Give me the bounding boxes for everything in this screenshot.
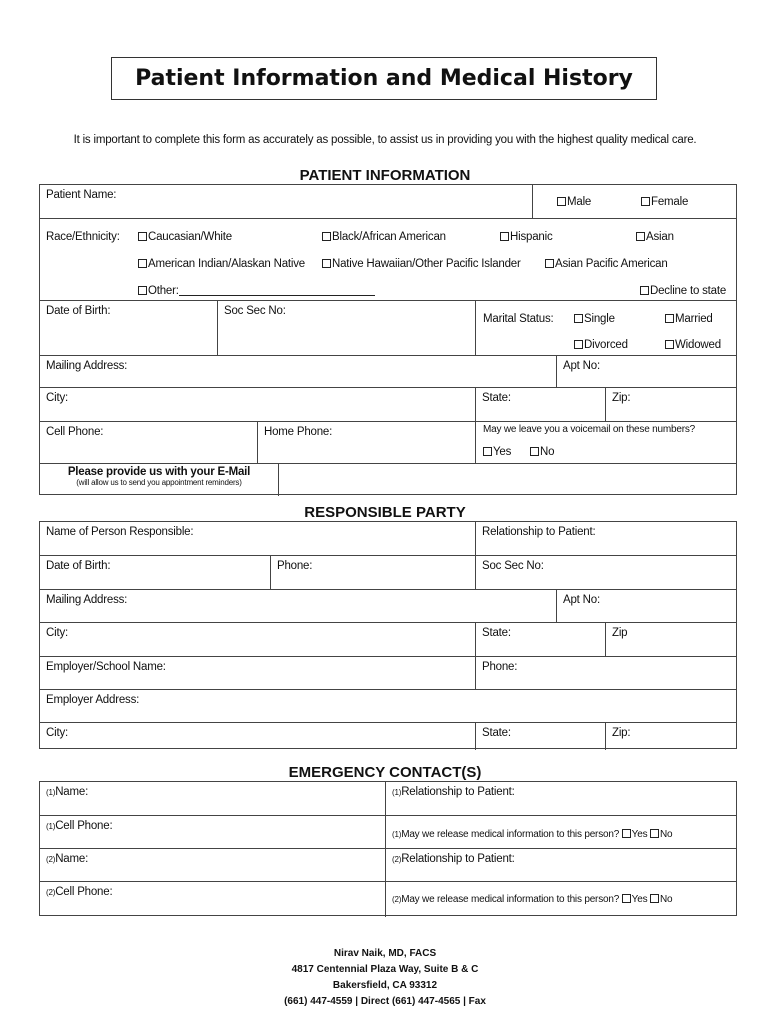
- home-phone-field[interactable]: [257, 422, 475, 463]
- responsible-party-heading: RESPONSIBLE PARTY: [304, 504, 466, 521]
- rp-city-label: City:: [46, 627, 69, 639]
- ec1-name-field[interactable]: [40, 782, 385, 815]
- race-black-option[interactable]: Black/African American: [322, 231, 446, 243]
- female-option[interactable]: Female: [641, 196, 688, 208]
- rp-name-field[interactable]: [40, 522, 475, 555]
- ec2-release-no-option[interactable]: No: [650, 894, 672, 905]
- ec1-phone-row: [40, 815, 736, 848]
- rp-zip2-label: Zip:: [612, 727, 631, 739]
- checkbox[interactable]: [622, 829, 631, 838]
- zip-field[interactable]: [605, 388, 738, 421]
- rp-relationship-label: Relationship to Patient:: [482, 526, 596, 538]
- ec1-number: (1): [392, 830, 402, 839]
- rp-state2-label: State:: [482, 727, 511, 739]
- race-other-option[interactable]: Other:: [138, 285, 375, 297]
- rp-zip2-field[interactable]: [605, 723, 738, 750]
- rp-name-row: [40, 522, 736, 555]
- race-hispanic-option[interactable]: Hispanic: [500, 231, 553, 243]
- ec2-name-field[interactable]: [40, 849, 385, 881]
- home-phone-label: Home Phone:: [264, 426, 333, 438]
- ec2-name-row: [40, 848, 736, 881]
- ec2-release-label: May we release medical information to this person?: [401, 894, 620, 905]
- rp-apt-label: Apt No:: [563, 594, 600, 606]
- email-field[interactable]: [278, 464, 738, 496]
- practice-address: 4817 Centennial Plaza Way, Suite B & C: [291, 964, 479, 975]
- dob-row: [40, 300, 736, 355]
- ec2-relationship-field[interactable]: [385, 849, 738, 881]
- rp-employer-address-field[interactable]: [40, 690, 738, 722]
- checkbox[interactable]: [665, 314, 674, 323]
- checkbox[interactable]: [574, 340, 583, 349]
- doctor-name: Nirav Naik, MD, FACS: [333, 948, 437, 959]
- marital-divorced-option[interactable]: Divorced: [574, 339, 628, 351]
- email-row: [40, 463, 736, 496]
- ec1-release-label: May we release medical information to this person?: [401, 829, 620, 840]
- ec1-release-yes-option[interactable]: Yes: [622, 829, 648, 840]
- race-other-input[interactable]: [179, 295, 375, 296]
- rp-dob-label: Date of Birth:: [46, 560, 111, 572]
- race-decline-option[interactable]: Decline to state: [640, 285, 726, 297]
- marital-widowed-option[interactable]: Widowed: [665, 339, 721, 351]
- ssn-field[interactable]: [217, 301, 475, 355]
- checkbox[interactable]: [636, 232, 645, 241]
- rp-phone-label: Phone:: [277, 560, 313, 572]
- race-native-hawaiian-option[interactable]: Native Hawaiian/Other Pacific Islander: [322, 258, 521, 270]
- apt-label: Apt No:: [563, 360, 600, 372]
- email-label-cell: [40, 464, 278, 496]
- race-row: [40, 218, 736, 300]
- race-american-indian-option[interactable]: American Indian/Alaskan Native: [138, 258, 305, 270]
- checkbox[interactable]: [650, 894, 659, 903]
- rp-mailing-label: Mailing Address:: [46, 594, 128, 606]
- marital-cell: [475, 301, 738, 355]
- rp-city-field[interactable]: [40, 623, 475, 656]
- practice-footer: [0, 946, 770, 1010]
- ec2-number: (2): [46, 888, 56, 897]
- zip-label: Zip:: [612, 392, 631, 404]
- patient-info-table: [39, 184, 737, 495]
- checkbox[interactable]: [138, 232, 147, 241]
- voicemail-no-option[interactable]: No: [530, 446, 554, 458]
- ec1-name-label: Name:: [55, 786, 89, 798]
- marital-single-option[interactable]: Single: [574, 313, 615, 325]
- intro-text: It is important to complete this form as accurately as possible, to assist us in providing you with the highest quality medical care.: [73, 134, 697, 146]
- checkbox[interactable]: [500, 232, 509, 241]
- rp-relationship-field[interactable]: [475, 522, 738, 555]
- email-label: Please provide us with your E-Mail: [67, 466, 251, 478]
- rp-employer-row: [40, 656, 736, 689]
- rp-employer-address-label: Employer Address:: [46, 694, 140, 706]
- mailing-row: [40, 355, 736, 387]
- ec2-phone-row: [40, 881, 736, 917]
- checkbox[interactable]: [665, 340, 674, 349]
- mailing-label: Mailing Address:: [46, 360, 128, 372]
- rp-mailing-row: [40, 589, 736, 622]
- checkbox[interactable]: [640, 286, 649, 295]
- responsible-party-table: [39, 521, 737, 749]
- ec2-release-cell: [385, 882, 738, 917]
- ec1-relationship-field[interactable]: [385, 782, 738, 815]
- patient-info-heading: PATIENT INFORMATION: [299, 167, 471, 184]
- ec2-number: (2): [392, 895, 402, 904]
- rp-employer-phone-field[interactable]: [475, 657, 738, 689]
- dob-field[interactable]: [40, 301, 217, 355]
- race-asian-option[interactable]: Asian: [636, 231, 674, 243]
- ec1-cell-label: Cell Phone:: [55, 820, 113, 832]
- rp-zip-label: Zip: [612, 627, 628, 639]
- ec1-release-cell: [385, 816, 738, 848]
- voicemail-cell: [475, 422, 738, 463]
- ec2-release-yes-option[interactable]: Yes: [622, 894, 648, 905]
- ec2-cell-field[interactable]: [40, 882, 385, 917]
- cell-phone-field[interactable]: [40, 422, 257, 463]
- cell-phone-label: Cell Phone:: [46, 426, 104, 438]
- rp-ssn-field[interactable]: [475, 556, 738, 589]
- ec2-relationship-label: Relationship to Patient:: [401, 853, 515, 865]
- checkbox[interactable]: [322, 259, 331, 268]
- sex-cell: [532, 185, 738, 218]
- ec1-release-no-option[interactable]: No: [650, 829, 672, 840]
- ec1-cell-field[interactable]: [40, 816, 385, 848]
- marital-married-option[interactable]: Married: [665, 313, 713, 325]
- rp-name-label: Name of Person Responsible:: [46, 526, 194, 538]
- rp-zip-field[interactable]: [605, 623, 738, 656]
- race-asian-pacific-option[interactable]: Asian Pacific American: [545, 258, 668, 270]
- rp-dob-row: [40, 555, 736, 589]
- ec2-number: (2): [46, 855, 56, 864]
- state-label: State:: [482, 392, 511, 404]
- rp-state-field[interactable]: [475, 623, 605, 656]
- patient-name-label: Patient Name:: [46, 189, 117, 201]
- rp-employer-phone-label: Phone:: [482, 661, 518, 673]
- rp-city2-field[interactable]: [40, 723, 475, 750]
- form-title: Patient Information and Medical History: [111, 57, 657, 100]
- checkbox[interactable]: [574, 314, 583, 323]
- voicemail-yes-option[interactable]: Yes: [483, 446, 511, 458]
- checkbox[interactable]: [138, 286, 147, 295]
- rp-ssn-label: Soc Sec No:: [482, 560, 544, 572]
- mailing-spacer: [516, 356, 556, 387]
- apt-field[interactable]: [556, 356, 738, 387]
- patient-name-row: [40, 185, 736, 218]
- rp-employer-label: Employer/School Name:: [46, 661, 166, 673]
- ec2-cell-label: Cell Phone:: [55, 886, 113, 898]
- rp-city2-row: [40, 722, 736, 750]
- checkbox[interactable]: [322, 232, 331, 241]
- emergency-contacts-table: [39, 781, 737, 916]
- ssn-label: Soc Sec No:: [224, 305, 286, 317]
- ec1-name-row: [40, 782, 736, 815]
- rp-city2-label: City:: [46, 727, 69, 739]
- rp-mailing-field[interactable]: [40, 590, 556, 622]
- checkbox[interactable]: [138, 259, 147, 268]
- rp-city-row: [40, 622, 736, 656]
- rp-employer-address-row: [40, 689, 736, 722]
- emergency-contacts-heading: EMERGENCY CONTACT(S): [288, 764, 482, 781]
- city-label: City:: [46, 392, 69, 404]
- ec1-number: (1): [46, 822, 56, 831]
- rp-employer-field[interactable]: [40, 657, 475, 689]
- checkbox[interactable]: [545, 259, 554, 268]
- male-checkbox[interactable]: [557, 197, 566, 206]
- male-option[interactable]: Male: [557, 196, 591, 208]
- ec2-number: (2): [392, 855, 402, 864]
- marital-label: Marital Status:: [483, 313, 554, 325]
- ec1-number: (1): [392, 788, 402, 797]
- ec1-number: (1): [46, 788, 56, 797]
- city-field[interactable]: [40, 388, 475, 421]
- checkbox[interactable]: [483, 447, 492, 456]
- rp-apt-field[interactable]: [556, 590, 738, 622]
- checkbox[interactable]: [650, 829, 659, 838]
- ec2-release-question: [392, 894, 672, 905]
- state-field[interactable]: [475, 388, 605, 421]
- ec2-name-label: Name:: [55, 853, 89, 865]
- race-caucasian-option[interactable]: Caucasian/White: [138, 231, 232, 243]
- race-label: Race/Ethnicity:: [46, 231, 120, 243]
- ec1-release-question: [392, 829, 672, 840]
- phone-row: [40, 421, 736, 463]
- mailing-address-field[interactable]: [40, 356, 516, 387]
- rp-state-label: State:: [482, 627, 511, 639]
- email-note: (will allow us to send you appointment reminders): [76, 478, 242, 487]
- patient-name-field[interactable]: [40, 185, 532, 218]
- practice-city: Bakersfield, CA 93312: [332, 980, 438, 991]
- rp-phone-field[interactable]: [270, 556, 475, 589]
- checkbox[interactable]: [530, 447, 539, 456]
- practice-phone-fax: (661) 447-4559 | Direct (661) 447-4565 | Fax: [284, 996, 486, 1007]
- checkbox[interactable]: [622, 894, 631, 903]
- dob-label: Date of Birth:: [46, 305, 111, 317]
- ec1-relationship-label: Relationship to Patient:: [401, 786, 515, 798]
- female-checkbox[interactable]: [641, 197, 650, 206]
- rp-dob-field[interactable]: [40, 556, 270, 589]
- city-row: [40, 387, 736, 421]
- rp-state2-field[interactable]: [475, 723, 605, 750]
- voicemail-question: May we leave you a voicemail on these numbers?: [483, 424, 696, 435]
